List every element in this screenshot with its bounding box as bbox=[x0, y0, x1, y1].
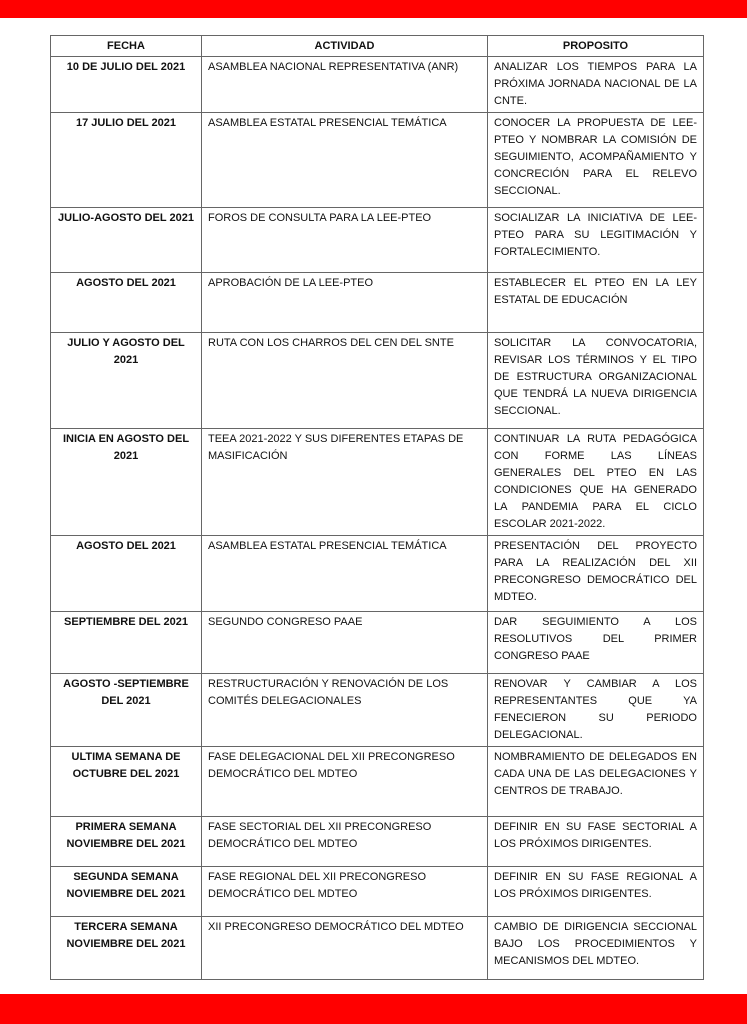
fecha-cell: ULTIMA SEMANA DE OCTUBRE DEL 2021 bbox=[51, 747, 202, 817]
actividad-cell: TEEA 2021-2022 Y SUS DIFERENTES ETAPAS DE MASIFICACIÓN bbox=[202, 429, 488, 536]
header-proposito: PROPOSITO bbox=[488, 36, 704, 57]
table-row bbox=[51, 113, 704, 208]
fecha-cell: JULIO-AGOSTO DEL 2021 bbox=[51, 208, 202, 273]
table-row bbox=[51, 333, 704, 429]
actividad-cell: FASE DELEGACIONAL DEL XII PRECONGRESO DEMOCRÁTICO DEL MDTEO bbox=[202, 747, 488, 817]
proposito-cell: PRESENTACIÓN DEL PROYECTO PARA LA REALIZACIÓN DEL XII PRECONGRESO DEMOCRÁTICO DEL MDTEO. bbox=[488, 536, 704, 612]
table-row bbox=[51, 57, 704, 113]
actividad-cell: ASAMBLEA NACIONAL REPRESENTATIVA (ANR) bbox=[202, 57, 488, 113]
actividad-cell: SEGUNDO CONGRESO PAAE bbox=[202, 612, 488, 674]
fecha-cell: INICIA EN AGOSTO DEL 2021 bbox=[51, 429, 202, 536]
table-row bbox=[51, 429, 704, 536]
table-row bbox=[51, 612, 704, 674]
actividad-cell: XII PRECONGRESO DEMOCRÁTICO DEL MDTEO bbox=[202, 917, 488, 980]
proposito-cell: SOCIALIZAR LA INICIATIVA DE LEE-PTEO PARA SU LEGITIMACIÓN Y FORTALECIMIENTO. bbox=[488, 208, 704, 273]
proposito-cell: ANALIZAR LOS TIEMPOS PARA LA PRÓXIMA JORNADA NACIONAL DE LA CNTE. bbox=[488, 57, 704, 113]
proposito-cell: DEFINIR EN SU FASE SECTORIAL A LOS PRÓXIMOS DIRIGENTES. bbox=[488, 817, 704, 867]
proposito-cell: DEFINIR EN SU FASE REGIONAL A LOS PRÓXIMOS DIRIGENTES. bbox=[488, 867, 704, 917]
proposito-cell: NOMBRAMIENTO DE DELEGADOS EN CADA UNA DE LAS DELEGACIONES Y CENTROS DE TRABAJO. bbox=[488, 747, 704, 817]
actividad-cell: FASE SECTORIAL DEL XII PRECONGRESO DEMOCRÁTICO DEL MDTEO bbox=[202, 817, 488, 867]
table-row bbox=[51, 536, 704, 612]
schedule-table bbox=[50, 35, 704, 980]
proposito-cell: ESTABLECER EL PTEO EN LA LEY ESTATAL DE EDUCACIÓN bbox=[488, 273, 704, 333]
actividad-cell: RESTRUCTURACIÓN Y RENOVACIÓN DE LOS COMITÉS DELEGACIONALES bbox=[202, 674, 488, 747]
table-row bbox=[51, 917, 704, 980]
header-fecha: FECHA bbox=[51, 36, 202, 57]
table-row bbox=[51, 273, 704, 333]
table-row bbox=[51, 817, 704, 867]
table-row bbox=[51, 208, 704, 273]
fecha-cell: AGOSTO -SEPTIEMBRE DEL 2021 bbox=[51, 674, 202, 747]
actividad-cell: ASAMBLEA ESTATAL PRESENCIAL TEMÁTICA bbox=[202, 113, 488, 208]
fecha-cell: 17 JULIO DEL 2021 bbox=[51, 113, 202, 208]
actividad-cell: RUTA CON LOS CHARROS DEL CEN DEL SNTE bbox=[202, 333, 488, 429]
fecha-cell: TERCERA SEMANA NOVIEMBRE DEL 2021 bbox=[51, 917, 202, 980]
table-header-row bbox=[51, 36, 704, 57]
top-red-bar bbox=[0, 0, 747, 18]
actividad-cell: ASAMBLEA ESTATAL PRESENCIAL TEMÁTICA bbox=[202, 536, 488, 612]
fecha-cell: 10 DE JULIO DEL 2021 bbox=[51, 57, 202, 113]
fecha-cell: AGOSTO DEL 2021 bbox=[51, 536, 202, 612]
fecha-cell: SEPTIEMBRE DEL 2021 bbox=[51, 612, 202, 674]
table-row bbox=[51, 867, 704, 917]
fecha-cell: AGOSTO DEL 2021 bbox=[51, 273, 202, 333]
bottom-red-bar bbox=[0, 994, 747, 1024]
proposito-cell: CONOCER LA PROPUESTA DE LEE-PTEO Y NOMBRAR LA COMISIÓN DE SEGUIMIENTO, ACOMPAÑAMIENTO Y CONCRECIÓN PARA EL RELEVO SECCIONAL. bbox=[488, 113, 704, 208]
actividad-cell: FOROS DE CONSULTA PARA LA LEE-PTEO bbox=[202, 208, 488, 273]
proposito-cell: CONTINUAR LA RUTA PEDAGÓGICA CON FORME LAS LÍNEAS GENERALES DEL PTEO EN LAS CONDICIONES QUE HA GENERADO LA PANDEMIA PARA EL CICLO ESCOLAR 2021-2022. bbox=[488, 429, 704, 536]
header-actividad: ACTIVIDAD bbox=[202, 36, 488, 57]
fecha-cell: JULIO Y AGOSTO DEL 2021 bbox=[51, 333, 202, 429]
fecha-cell: SEGUNDA SEMANA NOVIEMBRE DEL 2021 bbox=[51, 867, 202, 917]
proposito-cell: CAMBIO DE DIRIGENCIA SECCIONAL BAJO LOS PROCEDIMIENTOS Y MECANISMOS DEL MDTEO. bbox=[488, 917, 704, 980]
table-row bbox=[51, 747, 704, 817]
actividad-cell: APROBACIÓN DE LA LEE-PTEO bbox=[202, 273, 488, 333]
proposito-cell: SOLICITAR LA CONVOCATORIA, REVISAR LOS TÉRMINOS Y EL TIPO DE ESTRUCTURA ORGANIZACIONAL QUE TENDRÁ LA NUEVA DIRIGENCIA SECCIONAL. bbox=[488, 333, 704, 429]
proposito-cell: DAR SEGUIMIENTO A LOS RESOLUTIVOS DEL PRIMER CONGRESO PAAE bbox=[488, 612, 704, 674]
proposito-cell: RENOVAR Y CAMBIAR A LOS REPRESENTANTES QUE YA FENECIERON SU PERIODO DELEGACIONAL. bbox=[488, 674, 704, 747]
actividad-cell: FASE REGIONAL DEL XII PRECONGRESO DEMOCRÁTICO DEL MDTEO bbox=[202, 867, 488, 917]
fecha-cell: PRIMERA SEMANA NOVIEMBRE DEL 2021 bbox=[51, 817, 202, 867]
table-row bbox=[51, 674, 704, 747]
